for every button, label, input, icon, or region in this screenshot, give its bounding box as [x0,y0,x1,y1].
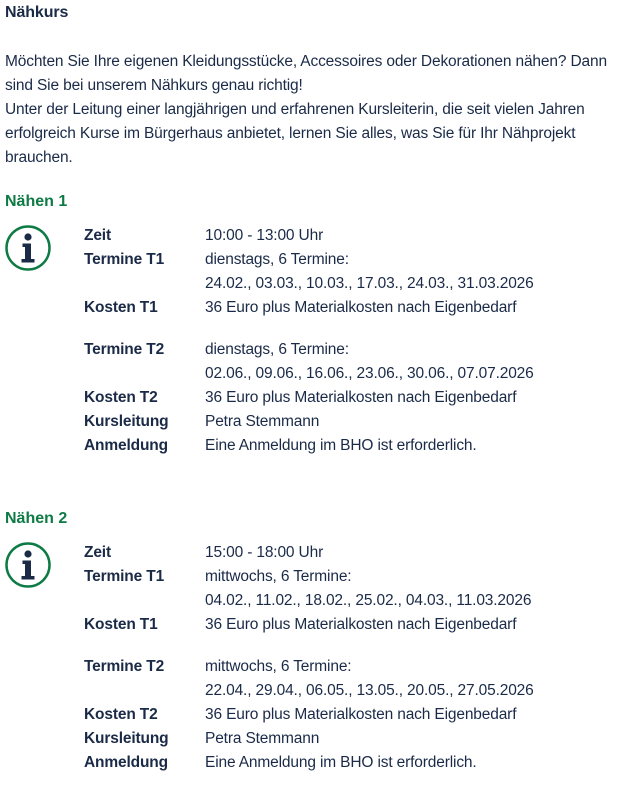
value-zeit: 10:00 - 13:00 Uhr [205,227,324,244]
info-row-kursleitung [84,410,614,434]
page-title: Nähkurs [5,4,69,21]
value-kosten-t1: 36 Euro plus Materialkosten nach Eigenbedarf [205,299,517,316]
value-kosten-t2: 36 Euro plus Materialkosten nach Eigenbedarf [205,389,517,406]
course-info-1 [84,224,614,458]
label-kosten-t1: Kosten T1 [84,616,158,633]
info-row-zeit [84,541,614,565]
info-row-kosten-t1 [84,296,614,320]
info-row-termine-t1-dates [84,272,614,296]
value-termine-t1-dates: 24.02., 03.03., 10.03., 17.03., 24.03., 31.03.2026 [205,275,534,292]
value-termine-t2-day: mittwochs, 6 Termine: [205,658,352,675]
info-row-termine-t1 [84,565,614,589]
value-kursleitung: Petra Stemmann [205,413,320,430]
info-row-kosten-t1 [84,613,614,637]
value-termine-t1-day: dienstags, 6 Termine: [205,251,349,268]
info-row-kosten-t2 [84,386,614,410]
course-heading-2: Nähen 2 [5,510,68,527]
course-info-2 [84,541,614,775]
label-termine-t1: Termine T1 [84,251,165,268]
info-icon [4,541,52,589]
value-termine-t2-dates: 22.04., 29.04., 06.05., 13.05., 20.05., 27.05.2026 [205,682,534,699]
intro-paragraph-2: Unter der Leitung einer langjährigen und erfahrenen Kursleiterin, die seit vielen Jahren erfolgreich Kurse im Bürgerhaus anbietet, lernen Sie alles, was Sie für Ihr Nähprojekt brauchen. [5,101,585,166]
label-termine-t2: Termine T2 [84,341,165,358]
label-kursleitung: Kursleitung [84,413,169,430]
info-row-termine-t1-dates [84,589,614,613]
info-row-kursleitung [84,727,614,751]
label-kosten-t2: Kosten T2 [84,389,158,406]
value-termine-t2-dates: 02.06., 09.06., 16.06., 23.06., 30.06., 07.07.2026 [205,365,534,382]
label-zeit: Zeit [84,227,111,244]
info-row-termine-t1 [84,248,614,272]
label-anmeldung: Anmeldung [84,754,168,771]
label-kursleitung: Kursleitung [84,730,169,747]
value-termine-t1-dates: 04.02., 11.02., 18.02., 25.02., 04.03., 11.03.2026 [205,592,532,609]
info-row-termine-t2 [84,655,614,679]
label-termine-t2: Termine T2 [84,658,165,675]
label-termine-t1: Termine T1 [84,568,165,585]
info-row-zeit [84,224,614,248]
value-kosten-t2: 36 Euro plus Materialkosten nach Eigenbedarf [205,706,517,723]
info-row-anmeldung [84,751,614,775]
value-zeit: 15:00 - 18:00 Uhr [205,544,324,561]
label-zeit: Zeit [84,544,111,561]
info-row-anmeldung [84,434,614,458]
value-termine-t2-day: dienstags, 6 Termine: [205,341,349,358]
value-termine-t1-day: mittwochs, 6 Termine: [205,568,352,585]
value-kosten-t1: 36 Euro plus Materialkosten nach Eigenbedarf [205,616,517,633]
info-row-kosten-t2 [84,703,614,727]
label-kosten-t1: Kosten T1 [84,299,158,316]
info-row-termine-t2 [84,338,614,362]
label-anmeldung: Anmeldung [84,437,168,454]
value-anmeldung: Eine Anmeldung im BHO ist erforderlich. [205,437,477,454]
value-anmeldung: Eine Anmeldung im BHO ist erforderlich. [205,754,477,771]
intro-paragraph-1: Möchten Sie Ihre eigenen Kleidungsstücke, Accessoires oder Dekorationen nähen? Dann sind Sie bei unserem Nähkurs genau richtig! [5,53,607,94]
info-row-termine-t2-dates [84,679,614,703]
intro-text [5,50,615,170]
label-kosten-t2: Kosten T2 [84,706,158,723]
info-row-termine-t2-dates [84,362,614,386]
info-icon [4,224,52,272]
value-kursleitung: Petra Stemmann [205,730,320,747]
course-heading-1: Nähen 1 [5,193,68,210]
